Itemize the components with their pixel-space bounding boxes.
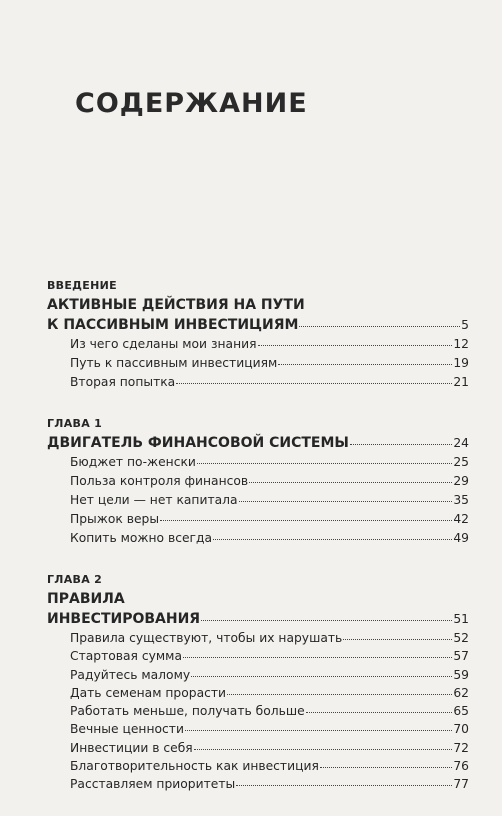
section-label: ВВЕДЕНИЕ <box>47 279 117 292</box>
leader-dots <box>183 657 452 658</box>
leader-dots <box>278 364 452 365</box>
toc-section-intro <box>47 276 469 392</box>
leader-dots <box>176 383 452 384</box>
toc-entry[interactable] <box>47 373 469 392</box>
toc-entry[interactable] <box>47 472 469 491</box>
toc-entry[interactable] <box>47 775 469 793</box>
leader-dots <box>227 694 452 695</box>
leader-dots <box>197 463 452 464</box>
page-number: 57 <box>453 649 469 664</box>
toc-entry[interactable] <box>47 739 469 757</box>
section-heading-entry[interactable] <box>47 433 469 453</box>
leader-dots <box>299 326 460 327</box>
entry-title: Прыжок веры <box>70 512 160 526</box>
entry-title: Радуйтесь малому <box>70 667 191 682</box>
toc-entry[interactable] <box>47 647 469 665</box>
toc-entry[interactable] <box>47 702 469 720</box>
toc-entry[interactable] <box>47 629 469 647</box>
leader-dots <box>213 539 452 540</box>
section-heading-line: АКТИВНЫЕ ДЕЙСТВИЯ НА ПУТИ <box>47 297 305 313</box>
entry-title: Из чего сделаны мои знания <box>70 337 257 351</box>
page-number: 52 <box>453 631 469 645</box>
entry-title: Путь к пассивным инвестициям <box>70 356 278 370</box>
leader-dots <box>160 520 452 521</box>
leader-dots <box>343 639 452 640</box>
page-number: 72 <box>453 740 469 755</box>
section-label: ГЛАВА 1 <box>47 417 103 430</box>
section-heading-line: ПРАВИЛА <box>47 591 125 607</box>
page-number: 29 <box>453 474 469 488</box>
page-number: 62 <box>453 685 469 700</box>
page-number: 77 <box>453 777 469 792</box>
entry-title: Инвестиции в себя <box>70 740 193 755</box>
toc-entry[interactable] <box>47 335 469 354</box>
page-number: 19 <box>453 356 469 370</box>
page-number: 24 <box>453 436 469 450</box>
section-heading-text: К ПАССИВНЫМ ИНВЕСТИЦИЯМ <box>47 317 299 333</box>
page-number: 49 <box>453 531 469 545</box>
leader-dots <box>306 712 453 713</box>
toc-section-chapter-2 <box>47 570 469 794</box>
entry-title: Польза контроля финансов <box>70 474 249 488</box>
toc-entry[interactable] <box>47 757 469 775</box>
page-number: 59 <box>453 667 469 682</box>
page-number: 51 <box>453 612 469 626</box>
page-title: СОДЕРЖАНИЕ <box>75 88 308 119</box>
entry-title: Стартовая сумма <box>70 649 182 664</box>
entry-title: Благотворительность как инвестиция <box>70 759 319 774</box>
toc-section-chapter-1 <box>47 414 469 548</box>
page-number: 65 <box>453 704 469 719</box>
page-number: 35 <box>453 493 469 507</box>
toc-entry[interactable] <box>47 666 469 684</box>
table-of-contents <box>47 276 469 816</box>
leader-dots <box>191 676 452 677</box>
entry-title: Правила существуют, чтобы их нарушать <box>70 631 343 645</box>
toc-entry[interactable] <box>47 529 469 548</box>
section-heading-entry[interactable] <box>47 315 469 335</box>
entry-title: Бюджет по-женски <box>70 455 196 469</box>
entry-title: Вторая попытка <box>70 375 176 389</box>
section-label: ГЛАВА 2 <box>47 573 103 586</box>
entry-title: Расставляем приоритеты <box>70 777 236 792</box>
page-number: 21 <box>453 375 469 389</box>
section-heading-entry[interactable] <box>47 609 469 629</box>
page-number: 25 <box>453 455 469 469</box>
toc-entry[interactable] <box>47 453 469 472</box>
entry-title: Нет цели — нет капитала <box>70 493 238 507</box>
page-number: 42 <box>453 512 469 526</box>
leader-dots <box>249 482 452 483</box>
page-number: 12 <box>453 337 469 351</box>
leader-dots <box>236 785 452 786</box>
entry-title: Работать меньше, получать больше <box>70 704 305 719</box>
entry-title: Дать семенам прорасти <box>70 685 227 700</box>
leader-dots <box>258 345 453 346</box>
section-heading-text: ИНВЕСТИРОВАНИЯ <box>47 611 201 627</box>
leader-dots <box>320 767 452 768</box>
leader-dots <box>201 620 452 621</box>
page-number: 5 <box>461 318 469 332</box>
leader-dots <box>194 749 453 750</box>
toc-entry[interactable] <box>47 510 469 529</box>
leader-dots <box>350 444 452 445</box>
page-number: 76 <box>453 759 469 774</box>
entry-title: Вечные ценности <box>70 722 184 737</box>
toc-entry[interactable] <box>47 354 469 373</box>
leader-dots <box>239 501 453 502</box>
entry-title: Копить можно всегда <box>70 531 213 545</box>
page-number: 70 <box>453 722 469 737</box>
leader-dots <box>185 730 452 731</box>
section-heading-text: ДВИГАТЕЛЬ ФИНАНСОВОЙ СИСТЕМЫ <box>47 435 349 451</box>
toc-entry[interactable] <box>47 720 469 738</box>
toc-entry[interactable] <box>47 491 469 510</box>
toc-entry[interactable] <box>47 684 469 702</box>
